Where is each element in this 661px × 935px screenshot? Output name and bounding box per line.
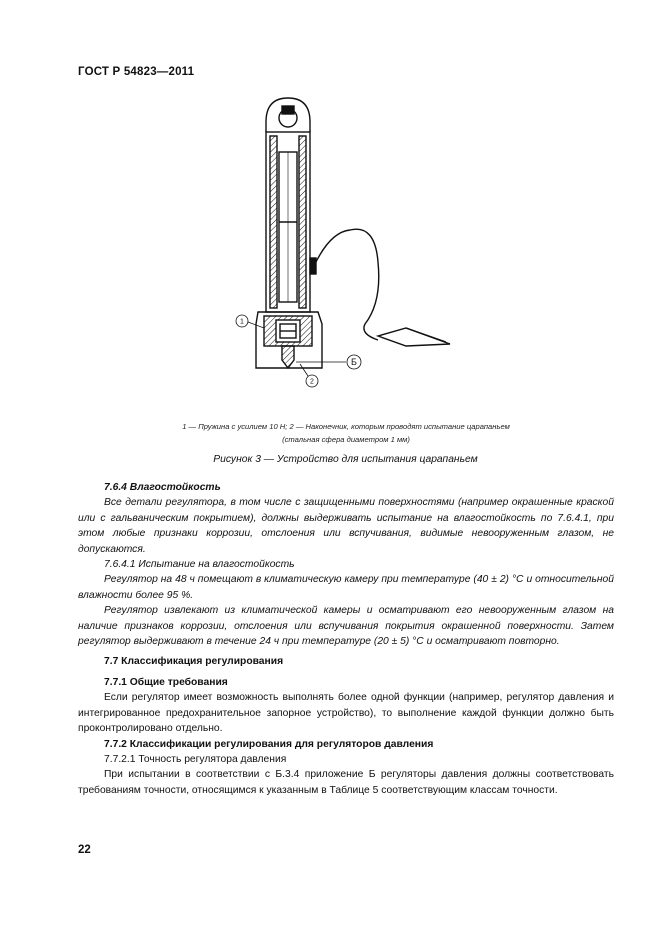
figure-caption: Рисунок 3 — Устройство для испытания царапаньем [213,454,478,465]
figure-legend [96,420,596,446]
paragraph-7-7-1: Если регулятор имеет возможность выполнять более одной функции (например, регулятор давления и интегрированное предохранительное запорное устройство), то выполнение каждой функции должно быть проконтролировано отдельно. [78,692,614,735]
heading-7-7: 7.7 Классификация регулирования [104,656,284,668]
heading-7-7-2: 7.7.2 Классификации регулирования для регуляторов давления [104,738,434,750]
paragraph-7-6-4-1-a: Регулятор на 48 ч помещают в климатическую камеру при температуре (40 ± 2) °С и относительной влажности более 95 %. [78,574,614,601]
callout-2: 2 [310,378,314,386]
document-body [78,480,614,798]
callout-b: Б [351,357,357,367]
legend-line-2: (стальная сфера диаметром 1 мм) [282,435,410,444]
paragraph-7-7-2-1: При испытании в соответствии с Б.3.4 приложение Б регуляторы давления должны соответствовать требованиям точности, относящимся к указанным в Таблице 5 соответствующим классам точности. [78,769,614,796]
cable [314,229,379,340]
paragraph-7-6-4: Все детали регулятора, в том числе с защищенными поверхностями (например окрашенные краской или с гальваническим покрытием), должны выдерживать испытание на влагостойкость по 7.6.4.1, при этом любые признаки коррозии, отслоения или вспучивания, видимые невооруженным глазом, не допускаются. [78,497,614,555]
heading-7-7-2-1: 7.7.2.1 Точность регулятора давления [104,753,287,765]
callout-1: 1 [240,318,244,326]
legend-line-1: 1 — Пружина с усилием 10 Н; 2 — Наконечник, которым проводят испытание царапаньем [182,422,510,431]
test-tip [282,346,294,368]
document-header: ГОСТ Р 54823—2011 [78,66,195,78]
paragraph-7-6-4-1-b: Регулятор извлекают из климатической камеры и осматривают его невооруженным глазом на наличие признаков коррозии, отслоения или вспучивания покрытия окрашенной поверхности. Затем регулятор выдерживают в течение 24 ч при температуре (20 ± 5) °С и осматривают повторно. [78,605,614,648]
heading-7-7-1: 7.7.1 Общие требования [104,676,228,688]
heading-7-6-4-1: 7.6.4.1 Испытание на влагостойкость [104,559,295,571]
heading-7-6-4: 7.6.4 Влагостойкость [104,482,221,493]
page-number: 22 [78,844,91,856]
scratch-test-device-drawing [200,92,480,392]
